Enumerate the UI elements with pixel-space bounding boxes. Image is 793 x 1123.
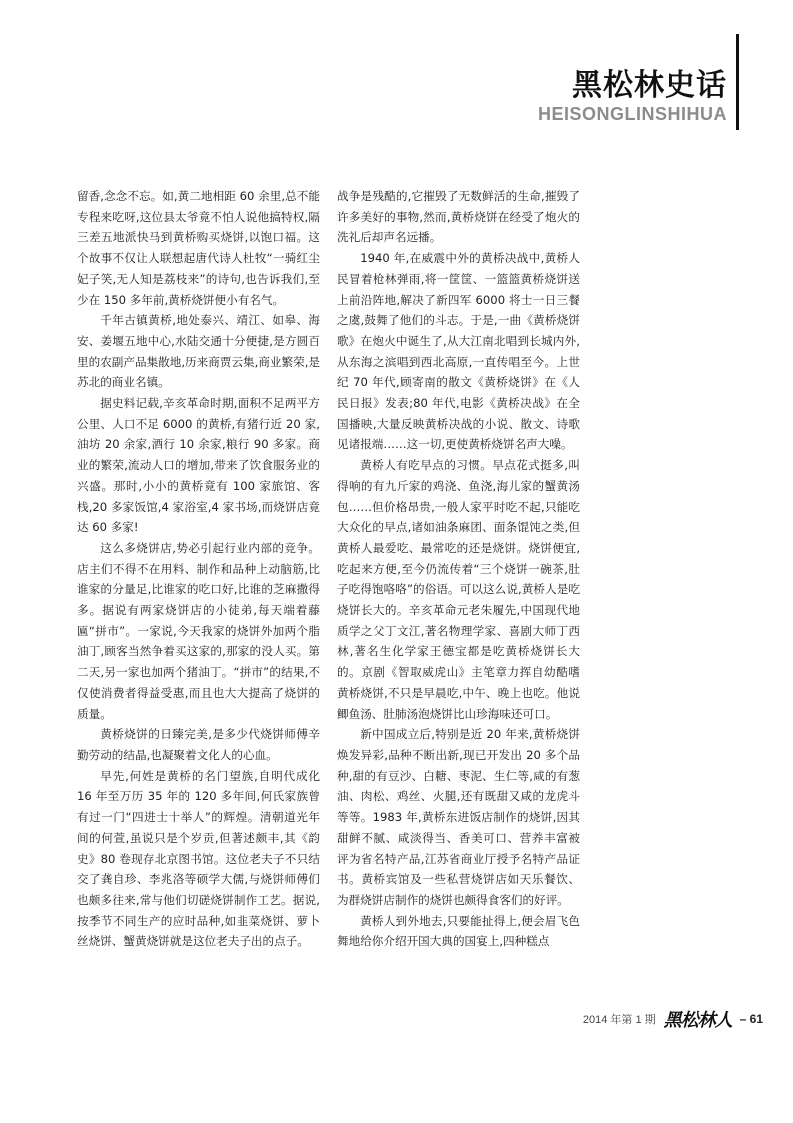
paragraph: 早先,何姓是黄桥的名门望族,自明代成化 16 年至万历 35 年的 120 多年间,何氏家族曾有过一门“四进士十举人”的辉煌。清朝道光年间的何萱,虽说只是个岁贡,但著述颇丰,其《韵史》80 卷现存北京图书馆。这位老夫子不只结交了龚自珍、李兆洛等硕学大儒,与烧饼师傅们也颇多往来,常与他们切磋烧饼制作工艺。据说,按季节不同生产的应时品种,如韭菜烧饼、萝卜丝烧饼、蟹黄烧饼就是这位老夫子出的点子。 — [77, 768, 320, 949]
right-text-column — [337, 186, 580, 952]
paragraph: 1940 年,在威震中外的黄桥决战中,黄桥人民冒着枪林弹雨,将一筐筐、一篮篮黄桥烧饼送上前沿阵地,解决了新四军 6000 将士一日三餐之虞,鼓舞了他们的斗志。于是,一曲《黄桥烧饼歌》在炮火中诞生了,从大江南北唱到长城内外,从东海之滨唱到西北高原,一直传唱至今。上世纪 70 年代,顾寄南的散文《黄桥烧饼》在《人民日报》发表;80 年代,电影《黄桥决战》在全国播映,大量反映黄桥决战的小说、散文、诗歌见诸报端……这一切,更使黄桥烧饼名声大噪。 — [337, 251, 580, 452]
paragraph: 黄桥人到外地去,只要能扯得上,便会眉飞色舞地给你介绍开国大典的国宴上,四种糕点 — [337, 913, 580, 949]
page-footer — [583, 1008, 763, 1030]
magazine-logo: 黑松林人 — [663, 1010, 732, 1031]
paragraph: 黄桥烧饼的日臻完美,是多少代烧饼师傅辛勤劳动的结晶,也凝聚着文化人的心血。 — [77, 727, 320, 762]
section-title: 黑松林史话 — [572, 68, 727, 103]
section-subtitle: HEISONGLINSHIHUA — [537, 104, 727, 124]
left-text-column — [77, 186, 320, 952]
paragraph: 千年古镇黄桥,地处泰兴、靖江、如皋、海安、姜堰五地中心,水陆交通十分便捷,是方圆百里的农副产品集散地,历来商贾云集,商业繁荣,是苏北的商业名镇。 — [77, 313, 320, 390]
paragraph: 留香,念念不忘。如,黄二地相距 60 余里,总不能专程来吃呀,这位县太爷竟不怕人说他搞特权,隔三差五地派快马到黄桥购买烧饼,以饱口福。这个故事不仅让人联想起唐代诗人杜牧“一骑红尘妃子笑,无人知是荔枝来”的诗句,也告诉我们,至少在 150 多年前,黄桥烧饼便小有名气。 — [77, 189, 320, 307]
paragraph: 新中国成立后,特别是近 20 年来,黄桥烧饼焕发异彩,品种不断出新,现已开发出 20 多个品种,甜的有豆沙、白糖、枣泥、生仁等,咸的有葱油、肉松、鸡丝、火腿,还有既甜又咸的龙虎斗等等。1983 年,黄桥东进饭店制作的烧饼,因其甜鲜不腻、咸淡得当、香美可口、营养丰富被评为省名特产品,江苏省商业厅授予名特产品证书。黄桥宾馆及一些私营烧饼店如天乐餐饮、为群烧饼店制作的烧饼也颇得食客们的好评。 — [337, 727, 580, 907]
issue-label: 2014 年第 1 期 — [582, 1014, 656, 1026]
paragraph: 这么多烧饼店,势必引起行业内部的竞争。店主们不得不在用料、制作和品种上动脑筋,比谁家的分量足,比谁家的吃口好,比谁的芝麻撒得多。据说有两家烧饼店的小徒弟,每天端着藤匾“拼市”。一家说,今天我家的烧饼外加两个脂油丁,顾客当然争着买这家的,那家的没人买。第二天,另一家也加两个猪油丁。“拼市”的结果,不仅使消费者得益受惠,而且也大大提高了烧饼的质量。 — [77, 540, 320, 721]
page-number: – 61 — [739, 1012, 763, 1026]
paragraph: 战争是残酷的,它摧毁了无数鲜活的生命,摧毁了许多美好的事物,然而,黄桥烧饼在经受了炮火的洗礼后却声名远播。 — [337, 189, 580, 245]
paragraph: 黄桥人有吃早点的习惯。早点花式挺多,叫得响的有九斤家的鸡浇、鱼浇,海儿家的蟹黄汤包……但价格昂贵,一般人家平时吃不起,只能吃大众化的早点,诸如油条麻团、面条馄饨之类,但黄桥人最爱吃、最常吃的还是烧饼。烧饼便宜,吃起来方便,至今仍流传着“三个烧饼一碗茶,肚子吃得饱咯咯”的俗语。可以这么说,黄桥人是吃烧饼长大的。辛亥革命元老朱履先,中国现代地质学之父丁文江,著名物理学家、喜剧大师丁西林,著名生化学家王德宝都是吃黄桥烧饼长大的。京剧《智取威虎山》主笔章力挥自幼酷嗜黄桥烧饼,不只是早晨吃,中午、晚上也吃。他说鲫鱼汤、肚肺汤泡烧饼比山珍海味还可口。 — [337, 458, 580, 721]
paragraph: 据史料记载,辛亥革命时期,面积不足两平方公里、人口不足 6000 的黄桥,有猪行近 20 家,油坊 20 余家,酒行 10 余家,粮行 90 多家。商业的繁荣,流动人口的增加,带来了饮食服务业的兴盛。那时,小小的黄桥竟有 100 家旅馆、客栈,20 多家饭馆,4 家浴室,4 家书场,而烧饼店竟达 60 多家! — [77, 396, 320, 535]
header-rule — [736, 34, 739, 130]
